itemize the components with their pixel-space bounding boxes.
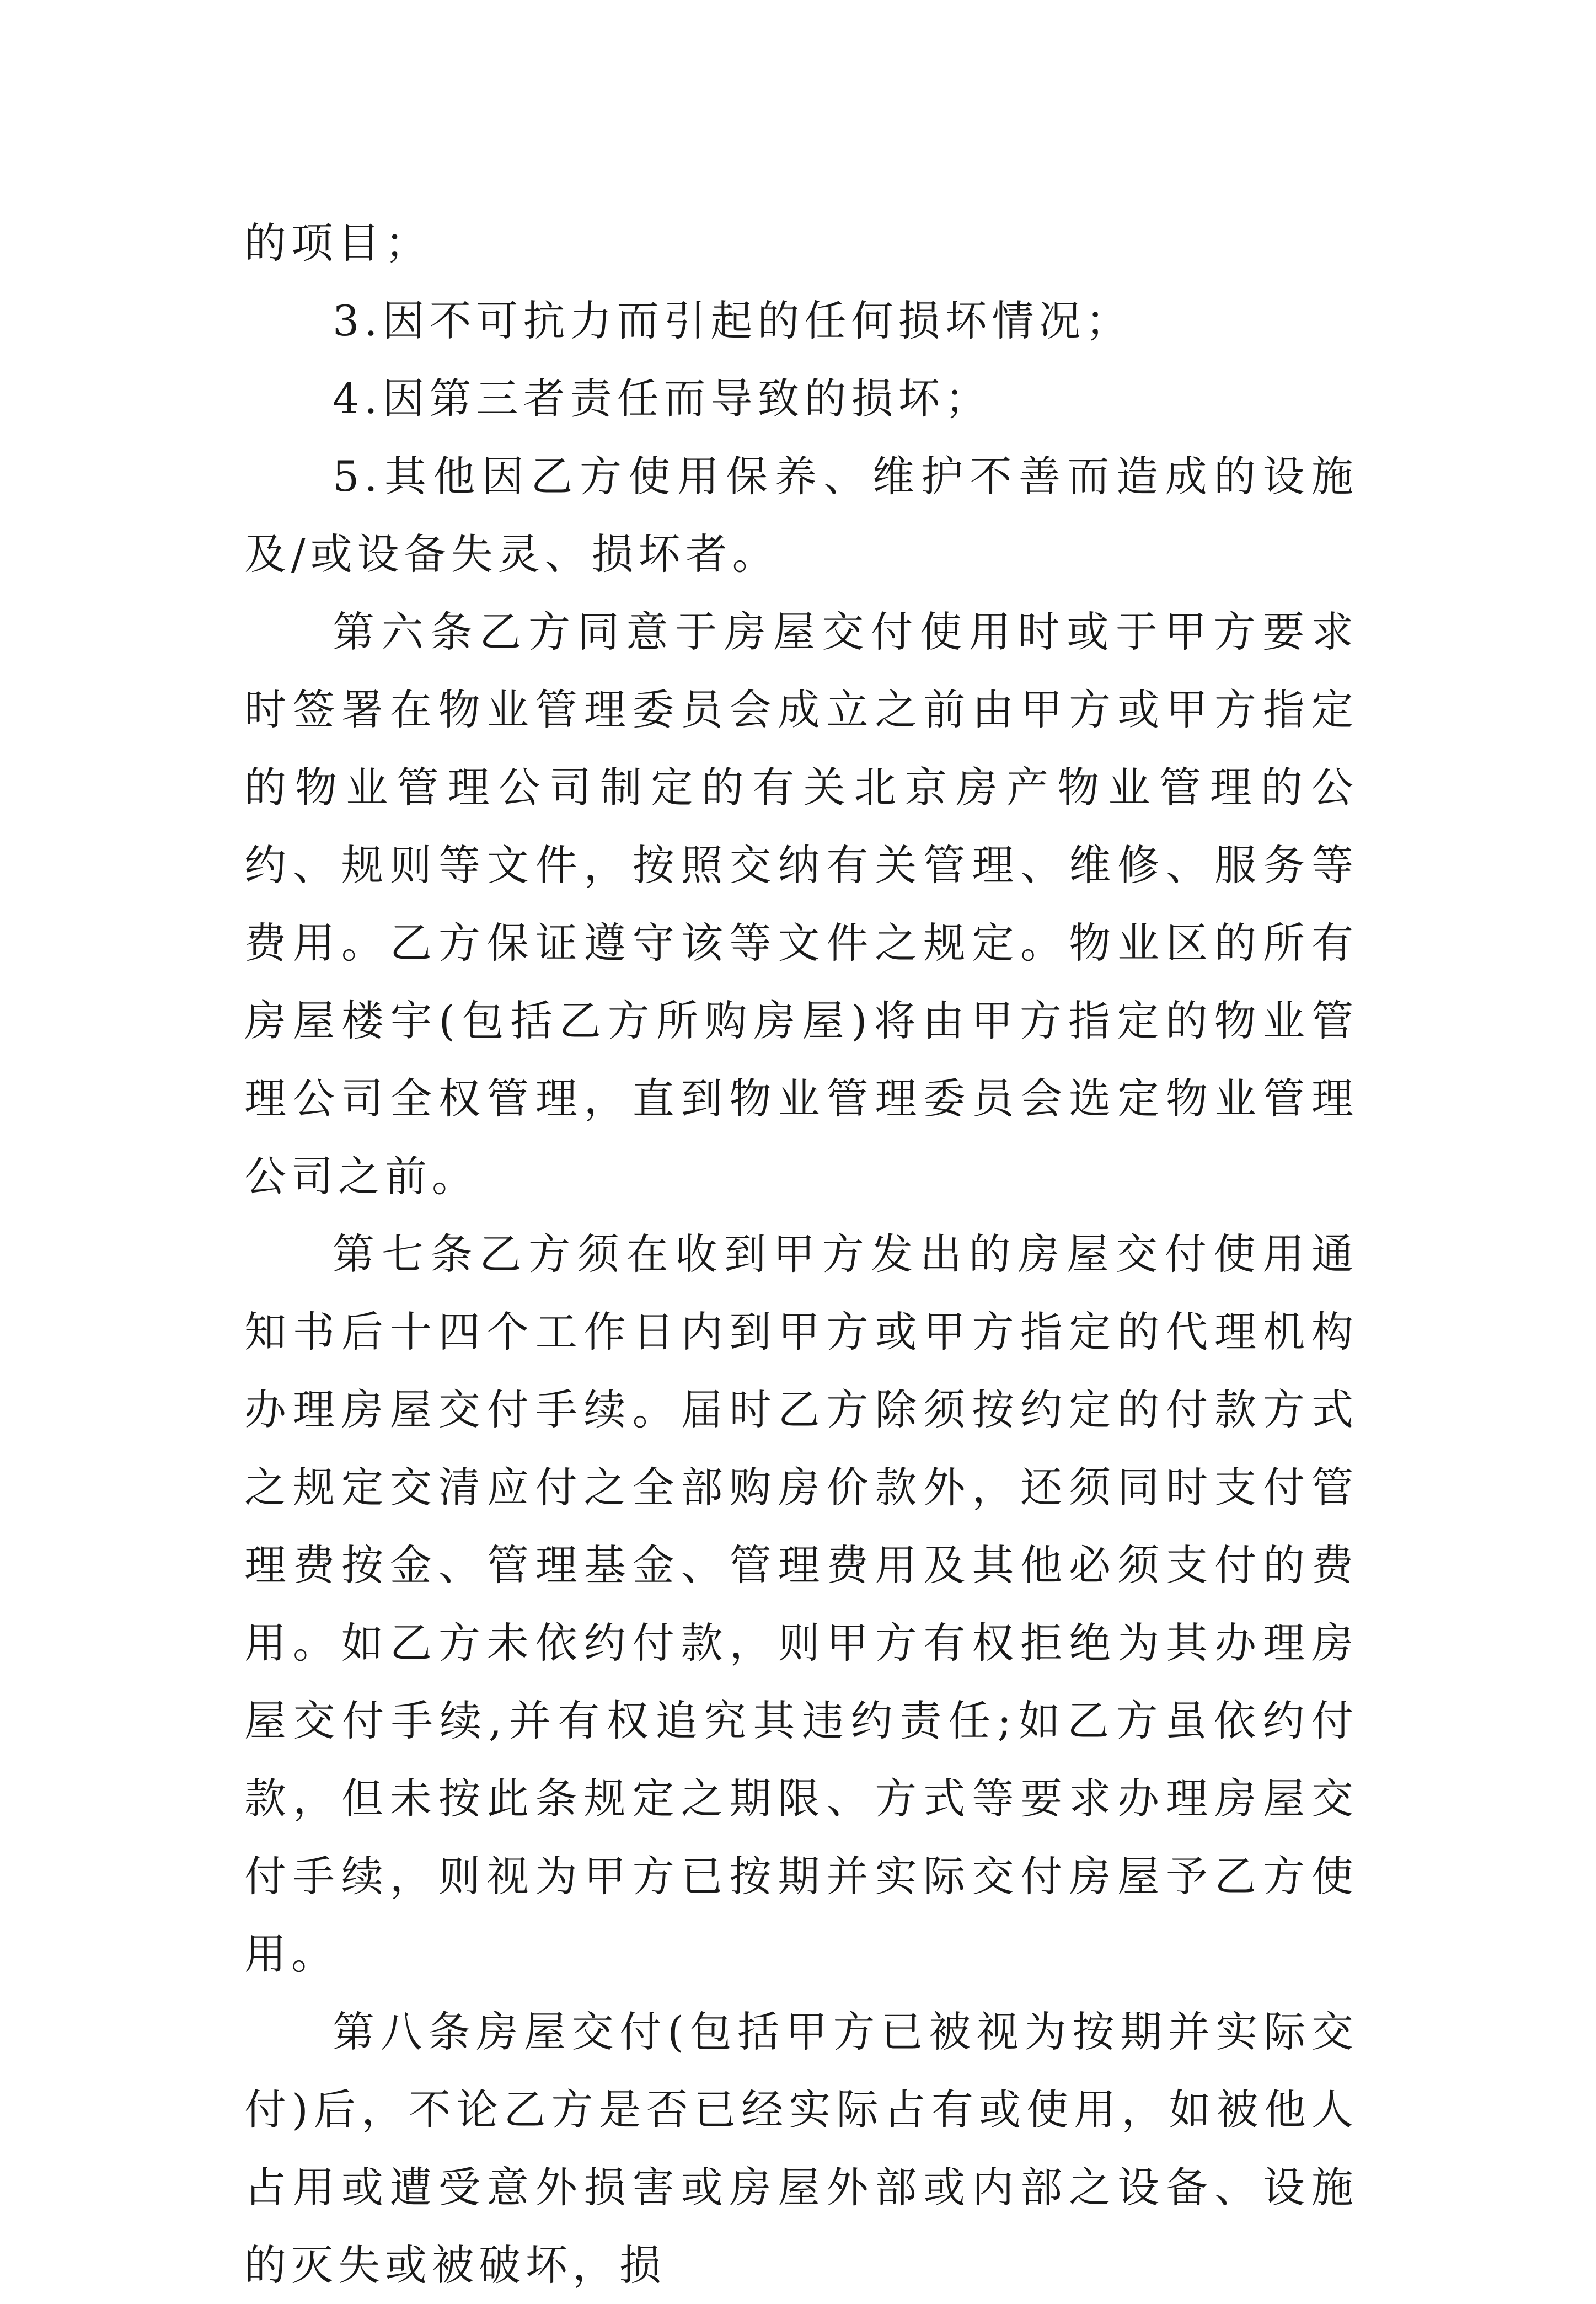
article-8: 第八条房屋交付(包括甲方已被视为按期并实际交付)后，不论乙方是否已经实际占有或使用，如被他人占用或遭受意外损害或房屋外部或内部之设备、设施的灭失或被破坏，损	[244, 2007, 1358, 2290]
document-body	[244, 204, 1358, 2304]
list-item-3: 3.因不可抗力而引起的任何损坏情况；	[333, 296, 1133, 345]
article-6: 第六条乙方同意于房屋交付使用时或于甲方要求时签署在物业管理委员会成立之前由甲方或甲方指定的物业管理公司制定的有关北京房产物业管理的公约、规则等文件，按照交纳有关管理、维修、服务等费用。乙方保证遵守该等文件之规定。物业区的所有房屋楼宇(包括乙方所购房屋)将由甲方指定的物业管理公司全权管理，直到物业管理委员会选定物业管理公司之前。	[244, 607, 1358, 1201]
article-7: 第七条乙方须在收到甲方发出的房屋交付使用通知书后十四个工作日内到甲方或甲方指定的代理机构办理房屋交付手续。届时乙方除须按约定的付款方式之规定交清应付之全部购房价款外，还须同时支付管理费按金、管理基金、管理费用及其他必须支付的费用。如乙方未依约付款，则甲方有权拒绝为其办理房屋交付手续,并有权追究其违约责任;如乙方虽依约付款，但未按此条规定之期限、方式等要求办理房屋交付手续，则视为甲方已按期并实际交付房屋予乙方使用。	[244, 1229, 1358, 1979]
list-item-5: 5.其他因乙方使用保养、维护不善而造成的设施及/或设备失灵、损坏者。	[244, 452, 1358, 579]
paragraph-continuation: 的项目；	[244, 218, 432, 268]
list-item-4: 4.因第三者责任而导致的损坏；	[333, 374, 992, 423]
